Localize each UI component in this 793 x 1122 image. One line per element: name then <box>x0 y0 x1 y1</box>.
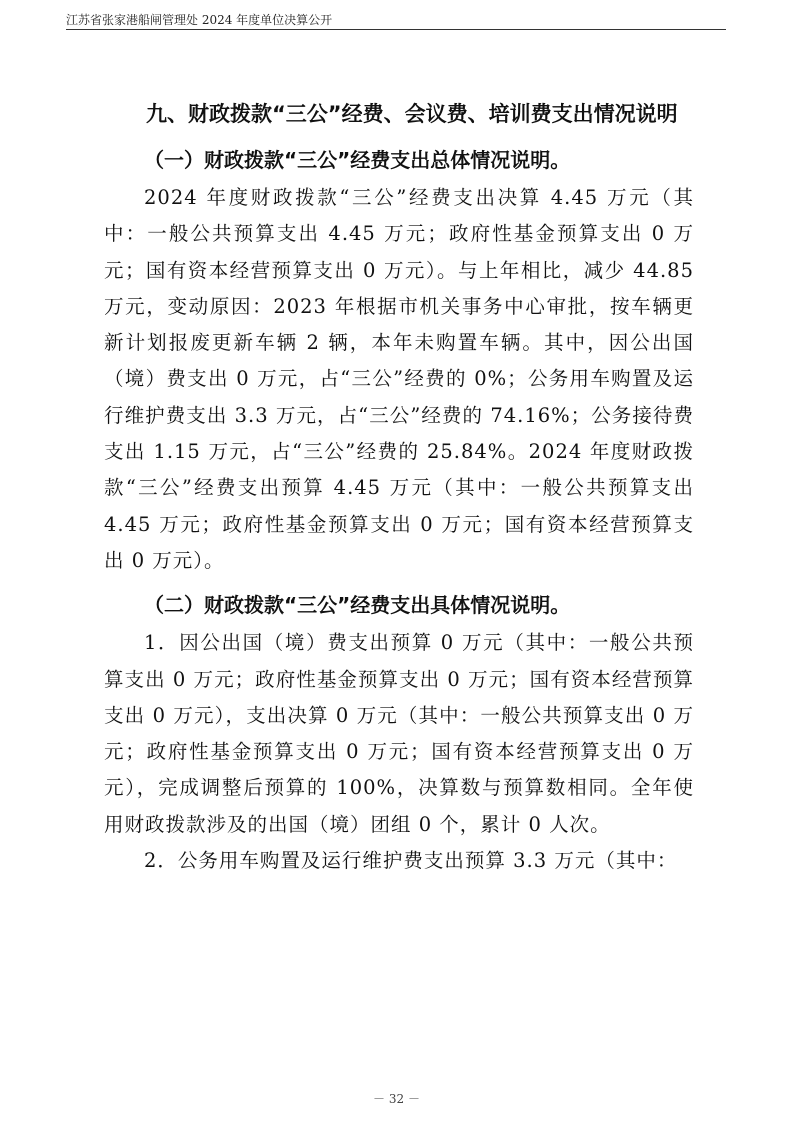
subsection-2-title: （二）财政拨款“三公”经费支出具体情况说明。 <box>144 593 571 618</box>
running-header: 江苏省张家港船闸管理处 2024 年度单位决算公开 <box>66 13 333 27</box>
subsection-1-paragraph: 2024 年度财政拨款“三公”经费支出决算 4.45 万元（其中：一般公共预算支出 4.45 万元；政府性基金预算支出 0 万元；国有资本经营预算支出 0 万元）。与上年相比，减少 44.85 万元，变动原因：2023 年根据市机关事务中心审批，按车辆更新计划报废更新车辆 2 辆，本年未购置车辆。其中，因公出国（境）费支出 0 万元，占“三公”经费的 0%；公务用车购置及运行维护费支出 3.3 万元，占“三公”经费的 74.16%；公务接待费支出 1.15 万元，占“三公”经费的 25.84%。2024 年度财政拨款“三公”经费支出预算 4.45 万元（其中：一般公共预算支出 4.45 万元；政府性基金预算支出 0 万元；国有资本经营预算支出 0 万元）。 <box>104 186 694 572</box>
subsection-2-item-2: 2．公务用车购置及运行维护费支出预算 3.3 万元（其中： <box>144 849 678 873</box>
header-rule <box>66 29 726 30</box>
subsection-1-title: （一）财政拨款“三公”经费支出总体情况说明。 <box>144 148 571 172</box>
subsection-2-item-1: 1．因公出国（境）费支出预算 0 万元（其中：一般公共预算支出 0 万元；政府性基金预算支出 0 万元；国有资本经营预算支出 0 万元），支出决算 0 万元（其中：一般公共预算支出 0 万元；政府性基金预算支出 0 万元；国有资本经营预算支出 0 万元），完成调整后预算的 100%，决算数与预算数相同。全年使用财政拨款涉及的出国（境）团组 0 个，累计 0 人次。 <box>104 631 694 836</box>
document-body <box>104 95 694 879</box>
page-number: － 32 － <box>373 1092 420 1106</box>
section-title: 九、财政拨款“三公”经费、会议费、培训费支出情况说明 <box>146 102 678 126</box>
